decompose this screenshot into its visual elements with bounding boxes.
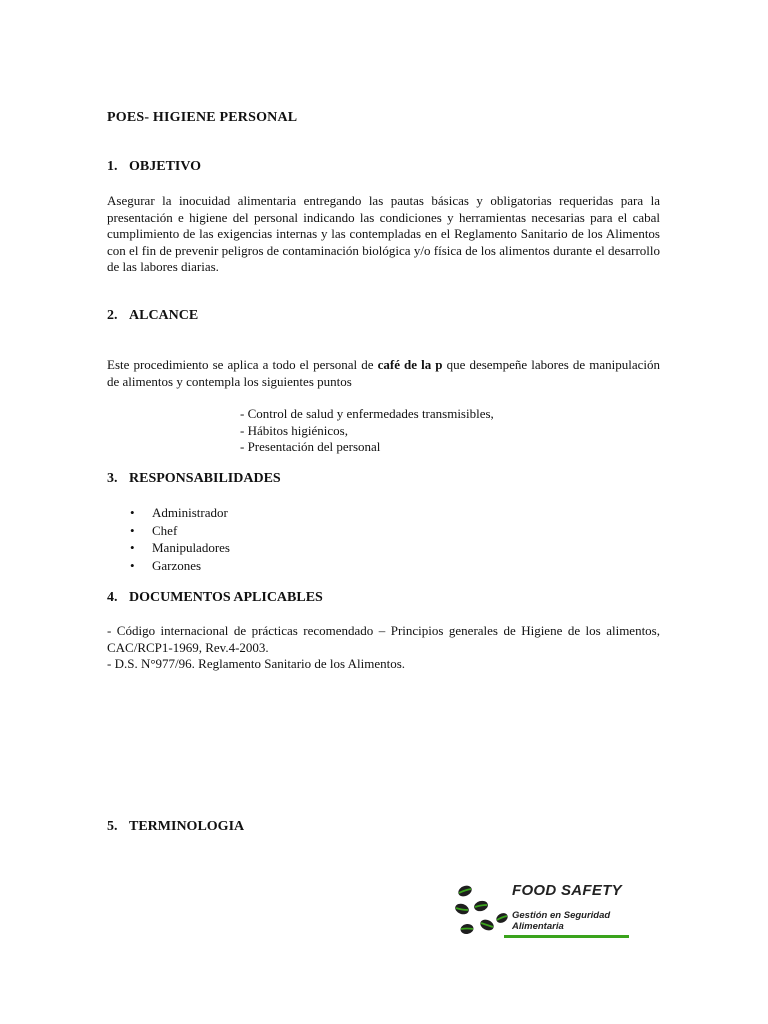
section-heading-alcance xyxy=(107,308,198,324)
section-title: RESPONSABILIDADES xyxy=(129,471,281,486)
logo-title: FOOD SAFETY xyxy=(512,882,622,899)
section-heading-responsabilidades xyxy=(107,471,281,487)
logo-subtitle-line: Gestión en Seguridad xyxy=(512,910,611,921)
section-number: 2. xyxy=(107,308,118,323)
alcance-point: - Presentación del personal xyxy=(240,439,381,454)
logo-underline xyxy=(504,934,629,939)
section-number: 4. xyxy=(107,590,118,605)
section-title: DOCUMENTOS APLICABLES xyxy=(129,590,323,605)
alcance-points-list xyxy=(240,406,494,456)
section-number: 1. xyxy=(107,159,118,174)
objetivo-text: Asegurar la inocuidad alimentaria entregando las pautas básicas y obligatorias requeridas para la presentación e higiene del personal indicando las condiciones y herramientas necesarias para el cabal cumplimiento de las exigencias internas y las contempladas en el Reglamento Sanitario de los Alimentos con el fin de prevenir peligros de contaminación biológica y/o física de los alimentos durante el desarrollo de las labores diarias. xyxy=(107,193,660,274)
document-title: POES- HIGIENE PERSONAL xyxy=(107,110,298,125)
alcance-paragraph xyxy=(107,357,660,390)
alcance-point: - Control de salud y enfermedades transmisibles, xyxy=(240,406,494,421)
alcance-text-after: que desempeñe labores de manipulación de alimentos y contempla los siguientes puntos xyxy=(107,357,660,389)
logo-subtitle xyxy=(512,910,610,932)
food-safety-logo xyxy=(452,878,632,942)
documento-item: - D.S. N°977/96. Reglamento Sanitario de los Alimentos. xyxy=(107,656,406,671)
responsables-list xyxy=(130,504,230,574)
coffee-beans-icon xyxy=(452,878,512,942)
alcance-text-before: Este procedimiento se aplica a todo el personal de xyxy=(107,357,378,372)
section-heading-terminologia xyxy=(107,819,244,835)
alcance-point: - Hábitos higiénicos, xyxy=(240,422,348,438)
section-title: TERMINOLOGIA xyxy=(129,819,245,834)
section-heading-objetivo xyxy=(107,159,201,175)
section-number: 5. xyxy=(107,819,118,834)
section-number: 3. xyxy=(107,471,118,486)
logo-subtitle-line: Alimentaria xyxy=(512,921,564,932)
section-heading-documentos xyxy=(107,590,323,606)
section-title: OBJETIVO xyxy=(129,159,202,174)
list-item: • Garzones xyxy=(130,557,230,575)
list-item: • Manipuladores xyxy=(130,539,230,557)
documentos-list xyxy=(107,623,660,673)
section-title: ALCANCE xyxy=(129,308,199,323)
list-item: • Chef xyxy=(130,522,230,540)
objetivo-paragraph xyxy=(107,193,660,276)
list-item: • Administrador xyxy=(130,504,230,522)
company-name: café de la p xyxy=(377,357,443,372)
documento-item: - Código internacional de prácticas recomendado – Principios generales de Higiene de los alimentos, CAC/RCP1-1969, Rev.4-2003. xyxy=(107,623,660,655)
